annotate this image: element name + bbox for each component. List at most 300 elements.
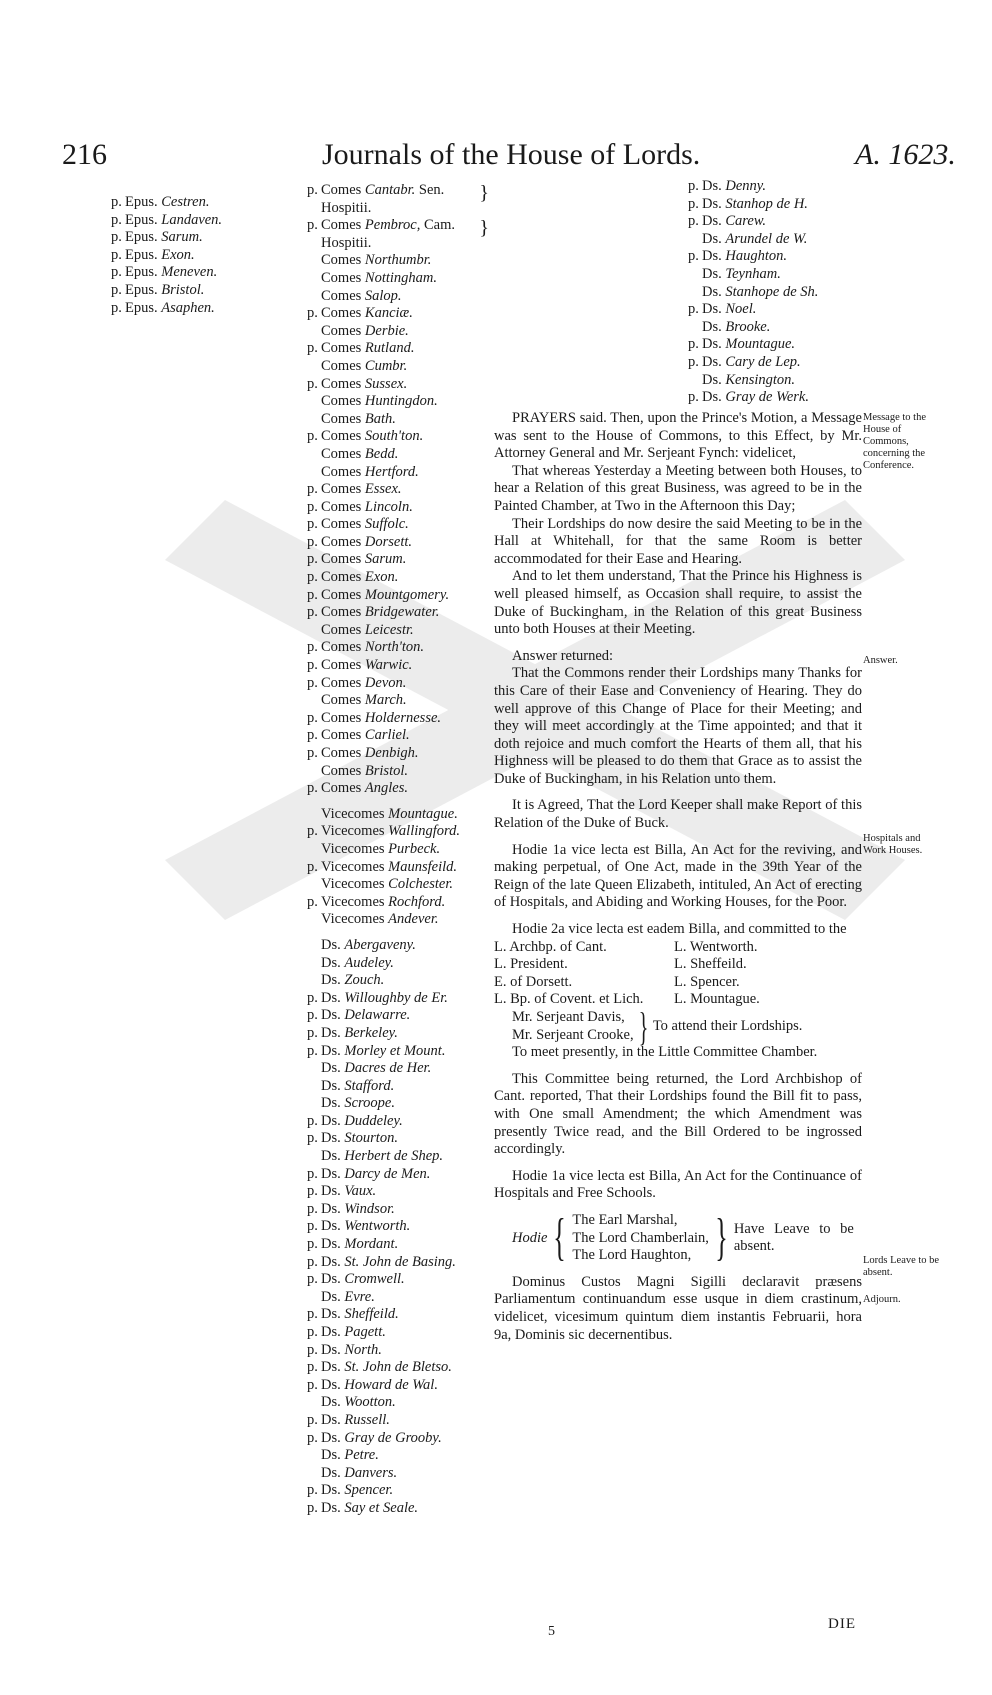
present-mark: p.	[307, 1130, 318, 1147]
peer-entry	[307, 551, 497, 569]
running-title: Journals of the House of Lords.	[322, 138, 701, 171]
present-mark: p.	[307, 1007, 318, 1024]
entry-title: Comes	[321, 709, 365, 726]
present-mark: p.	[307, 727, 318, 744]
peer-entry	[307, 516, 497, 534]
entry-name: Abergaveny.	[344, 936, 416, 953]
entry-name: Carliel.	[364, 727, 410, 744]
entry-title: Comes	[321, 322, 365, 339]
entry-title: Ds.	[321, 1359, 345, 1376]
peer-entry	[307, 1412, 497, 1430]
entry-name: Windsor.	[344, 1200, 395, 1217]
entry-name: Gray de Grooby.	[344, 1429, 442, 1446]
entry-name: Asaphen.	[161, 299, 215, 316]
entry-title: Comes	[321, 340, 365, 357]
present-mark: p.	[111, 264, 122, 281]
second-reading-paragraph: Hodie 2a vice lecta est eadem Billa, and committed to the	[512, 921, 847, 938]
peer-entry	[307, 305, 497, 323]
entry-name: Mordant.	[344, 1236, 399, 1253]
baron-entry	[688, 196, 818, 214]
entry-title: Comes	[321, 657, 365, 674]
entry-name: Bath.	[364, 410, 396, 427]
entry-name: Haughton.	[725, 248, 787, 265]
entry-title: Comes	[321, 762, 365, 779]
entry-title: Ds.	[321, 1130, 345, 1147]
present-mark: p.	[307, 569, 318, 586]
entry-name: Delawarre.	[344, 1007, 411, 1024]
present-mark: p.	[307, 823, 318, 840]
committee-member: L. Archbp. of Cant.	[494, 938, 607, 955]
present-mark: p.	[307, 1429, 318, 1446]
present-mark: p.	[307, 1112, 318, 1129]
bishop-entry	[111, 229, 222, 247]
entry-name: Mountgomery.	[364, 586, 450, 603]
prince-paragraph: And to let them understand, That the Prince his Highness is well pleased himself, as Occasion shall require, to assist the Duke of Buckingham, in the Relation of this great Business unto both Houses at their Meeting.	[494, 568, 862, 638]
peer-entry	[307, 1025, 497, 1043]
entry-name: Morley et Mount.	[344, 1042, 446, 1059]
present-mark: p.	[307, 1183, 318, 1200]
present-mark: p.	[307, 989, 318, 1006]
entry-name: Kanciæ.	[364, 305, 413, 322]
present-mark: p.	[307, 1482, 318, 1499]
present-mark: p.	[307, 1499, 318, 1516]
committee-returned-paragraph: This Committee being returned, the Lord Archbishop of Cant. reported, That their Lordships found the Bill fit to pass, with One small Amendment; the which Amendment was presently Twice read, and the Bill Ordered to be ingrossed accordingly.	[494, 1070, 862, 1158]
present-mark: p.	[307, 1359, 318, 1376]
entry-title: Ds.	[321, 1341, 345, 1358]
present-mark: p.	[307, 1341, 318, 1358]
present-mark: p.	[307, 1271, 318, 1288]
desire-paragraph: Their Lordships do now desire the said Meeting to be in the Hall at Whitehall, for that the same Room is better accommodated for their Ease and Hearing.	[494, 515, 862, 567]
entry-title: Ds.	[321, 1447, 345, 1464]
present-mark: p.	[688, 178, 699, 194]
entry-title: Ds.	[321, 1429, 345, 1446]
entry-name: Carew.	[725, 213, 767, 230]
entry-name: Cestren.	[161, 194, 210, 210]
present-mark: p.	[307, 1200, 318, 1217]
present-mark: p.	[307, 481, 318, 498]
peer-entry	[307, 1342, 497, 1360]
present-mark: p.	[307, 1306, 318, 1323]
entry-name: Willoughby de Er.	[344, 989, 448, 1006]
entry-title: Comes	[321, 745, 365, 761]
third-reading-paragraph: Hodie 1a vice lecta est Billa, An Act for the Continuance of Hospitals and Free Schools.	[494, 1167, 862, 1202]
serjeants-block	[494, 1003, 862, 1049]
peer-entry	[307, 1289, 497, 1307]
peer-entry	[307, 823, 497, 841]
present-mark: p.	[307, 858, 318, 875]
peer-entry	[307, 639, 497, 657]
entry-name: March.	[364, 692, 407, 709]
absent-lord: The Lord Haughton,	[572, 1247, 692, 1264]
right-brace-icon: }	[479, 182, 489, 204]
committee-member: E. of Dorsett.	[494, 973, 573, 990]
peer-entry	[307, 841, 497, 859]
entry-name: Northumbr.	[364, 252, 432, 269]
entry-title: Ds.	[321, 1464, 345, 1481]
peer-entry	[307, 376, 497, 394]
entry-name: Russell.	[344, 1411, 390, 1428]
entry-name: Duddeley.	[344, 1112, 403, 1129]
peer-entry	[307, 1043, 497, 1061]
peer-entry	[307, 657, 497, 675]
present-mark: p.	[111, 229, 122, 246]
entry-title: Comes	[321, 410, 365, 427]
present-mark: p.	[307, 340, 318, 357]
present-mark: p.	[307, 182, 318, 198]
hodie-word: Hodie	[512, 1229, 548, 1246]
entry-title: Comes	[321, 375, 365, 392]
present-mark: p.	[688, 389, 699, 406]
entry-name: Nottingham.	[364, 269, 438, 286]
peer-entry	[307, 288, 497, 306]
present-mark: p.	[688, 213, 699, 230]
entry-name: Exon.	[161, 246, 195, 263]
present-mark: p.	[307, 1165, 318, 1182]
entry-title: Ds.	[321, 1376, 345, 1393]
leave-block	[494, 1209, 862, 1267]
present-mark: p.	[307, 604, 318, 621]
entry-title: Comes	[321, 727, 365, 744]
entry-name: Maunsfeild.	[388, 858, 458, 875]
peer-entry	[307, 894, 497, 912]
peer-entry	[307, 876, 497, 894]
entry-name: Essex.	[364, 481, 402, 498]
peer-entry	[307, 1324, 497, 1342]
peer-entry	[307, 1148, 497, 1166]
entry-name: Pagett.	[344, 1324, 386, 1340]
present-mark: p.	[307, 375, 318, 392]
committee-member: L. Spencer.	[674, 973, 740, 990]
present-mark: p.	[307, 1042, 318, 1059]
peer-entry	[307, 464, 497, 482]
present-mark: p.	[307, 551, 318, 568]
peer-entry	[307, 859, 497, 877]
entry-title: Vicecomes	[321, 840, 389, 857]
entry-title: Ds.	[321, 972, 345, 989]
entry-title: Ds.	[321, 1200, 345, 1217]
present-mark: p.	[307, 533, 318, 550]
entry-name: Herbert de Shep.	[344, 1148, 444, 1165]
entry-name: Angles.	[364, 780, 408, 797]
entry-title: Comes	[321, 357, 365, 374]
entry-name: Bridgewater.	[364, 604, 440, 621]
present-mark: p.	[307, 1376, 318, 1393]
entry-title: Comes	[321, 481, 365, 498]
entry-title: Comes	[321, 692, 365, 709]
present-mark: p.	[688, 336, 699, 353]
peer-entry	[307, 972, 497, 990]
entry-title: Comes	[321, 287, 365, 304]
peer-entry	[307, 1359, 497, 1377]
adjournment-paragraph: Dominus Custos Magni Sigilli declaravit præsens Parliamentum continuandum esse usque in diem crastinum, videlicet, vicesimum quintum diem instantis Februarii, hora 9a, Dominis sic decernentibus.	[494, 1273, 862, 1343]
entry-title: Ds.	[702, 283, 726, 300]
peer-entry	[307, 1078, 497, 1096]
entry-name: Arundel de W.	[725, 230, 808, 247]
entry-title: Comes	[321, 428, 365, 445]
entry-name: Stourton.	[344, 1130, 398, 1147]
present-mark: p.	[307, 1236, 318, 1253]
peer-entry	[307, 1430, 497, 1448]
peer-entry	[307, 727, 497, 745]
right-brace-icon: }	[715, 1209, 728, 1267]
present-mark: p.	[688, 301, 699, 318]
entry-title: Epus.	[125, 281, 162, 298]
entry-title: Ds.	[321, 1271, 345, 1288]
present-mark: p.	[307, 217, 318, 234]
entry-name: Rutland.	[364, 340, 415, 357]
entry-title: Ds.	[702, 353, 726, 370]
entry-title: Vicecomes	[321, 823, 389, 840]
entry-title: Epus.	[125, 299, 162, 316]
peer-entry	[307, 1254, 497, 1272]
whereas-paragraph: That whereas Yesterday a Meeting between both Houses, to hear a Relation of this great Business, was agreed to be in the Painted Chamber, at Two in the Afternoon this Day;	[494, 462, 862, 514]
present-mark: p.	[307, 305, 318, 322]
entry-title: Epus.	[125, 229, 162, 246]
entry-title: Comes	[321, 569, 365, 586]
page-number: 216	[62, 138, 107, 171]
entry-name: Bristol.	[364, 762, 409, 779]
peer-entry	[307, 1465, 497, 1483]
peer-entry	[307, 990, 497, 1008]
entry-name: Devon.	[364, 674, 407, 691]
peer-entry	[307, 745, 497, 763]
peer-entry	[307, 587, 497, 605]
entry-office: Sen.	[415, 182, 445, 198]
peer-entry	[307, 1236, 497, 1254]
margin-note-adjourn: Adjourn.	[863, 1294, 901, 1305]
peer-entry	[307, 763, 497, 781]
entry-title: Ds.	[321, 1095, 345, 1112]
entry-title: Ds.	[321, 1218, 345, 1235]
entry-title: Comes	[321, 604, 365, 621]
entry-name: Danvers.	[344, 1464, 398, 1481]
entry-title: Ds.	[702, 389, 726, 406]
entry-name: Audeley.	[344, 954, 394, 971]
entry-name: Scroope.	[344, 1095, 395, 1112]
peer-entry	[307, 235, 497, 253]
entry-title: Ds.	[702, 213, 726, 230]
peer-entry	[307, 1113, 497, 1131]
present-mark: p.	[307, 780, 318, 797]
committee-member: L. Wentworth.	[674, 938, 758, 955]
entry-name: Gray de Werk.	[725, 389, 809, 406]
peer-entry	[307, 1007, 497, 1025]
entry-title: Ds.	[321, 1165, 345, 1182]
baron-entry	[688, 231, 818, 249]
entry-name: North.	[344, 1341, 382, 1358]
baron-entry	[688, 372, 818, 390]
bishop-entry	[111, 264, 222, 282]
entry-name: Landaven.	[161, 211, 223, 228]
entry-name: Colchester.	[388, 876, 454, 893]
entry-name: Hertford.	[364, 463, 419, 480]
peer-entry	[307, 1218, 497, 1236]
peer-entry	[307, 1095, 497, 1113]
present-mark: p.	[307, 709, 318, 726]
entry-title: Comes	[321, 674, 365, 691]
journal-body	[494, 410, 862, 1344]
entry-title: Comes	[321, 621, 365, 638]
present-mark: p.	[307, 586, 318, 603]
present-mark: p.	[307, 1411, 318, 1428]
entry-name: Suffolc.	[364, 516, 409, 533]
entry-title: Vicecomes	[321, 805, 389, 822]
present-mark: p.	[307, 674, 318, 691]
peer-entry	[307, 534, 497, 552]
entry-title: Comes	[321, 393, 365, 410]
peer-entry	[307, 1377, 497, 1395]
baron-entry	[688, 213, 818, 231]
margin-note-hospitals: Hospitals and Work Houses.	[863, 833, 923, 856]
baron-entry	[688, 319, 818, 337]
bishop-entry	[111, 282, 222, 300]
entry-title: Comes	[321, 498, 365, 515]
entry-name: St. John de Basing.	[344, 1253, 456, 1270]
entry-name: Bristol.	[161, 281, 205, 298]
entry-title: Ds.	[321, 1148, 345, 1165]
left-brace-icon: {	[553, 1209, 567, 1267]
entry-title: Comes	[321, 305, 365, 322]
entry-name: Berkeley.	[344, 1024, 398, 1041]
entry-name: Howard de Wal.	[344, 1376, 438, 1393]
entry-title: Ds.	[321, 1411, 345, 1428]
entry-title: Ds.	[702, 318, 726, 335]
absent-lord: The Lord Chamberlain,	[572, 1229, 709, 1246]
entry-name: Stafford.	[344, 1077, 395, 1094]
peer-entry	[307, 780, 497, 798]
peer-entry	[307, 1130, 497, 1148]
entry-title: Comes	[321, 269, 365, 286]
entry-title: Vicecomes	[321, 876, 389, 893]
peer-entry	[307, 393, 497, 411]
entry-name: Leicestr.	[364, 621, 414, 638]
peer-entry	[307, 323, 497, 341]
entry-name: St. John de Bletso.	[344, 1359, 452, 1376]
entry-title: Ds.	[321, 954, 345, 971]
entry-name: Dacres de Her.	[344, 1060, 432, 1077]
entry-title: Ds.	[702, 195, 726, 212]
entry-name: Salop.	[364, 287, 402, 304]
entry-name: Kensington.	[725, 371, 796, 388]
entry-name: Stanhope de Sh.	[725, 283, 819, 300]
entry-title: Ds.	[321, 1482, 345, 1499]
peer-entry	[307, 358, 497, 376]
peer-entry	[307, 622, 497, 640]
entry-name: Huntingdon.	[364, 393, 438, 410]
margin-note-answer: Answer.	[863, 655, 898, 666]
first-reading-paragraph: Hodie 1a vice lecta est Billa, An Act for the reviving, and making perpetual, of One Act, made in the 39th Year of the Reign of the late Queen Elizabeth, intituled, An Act of erecting of Hospitals, and Abiding and Working Houses, for the Poor.	[494, 841, 862, 911]
entry-title: Ds.	[702, 371, 726, 388]
peer-entry	[307, 569, 497, 587]
entry-title: Comes	[321, 533, 365, 550]
entry-title: Comes	[321, 463, 365, 480]
entry-name: Sarum.	[364, 551, 407, 568]
entry-title: Epus.	[125, 194, 162, 210]
entry-name: Cromwell.	[344, 1271, 405, 1288]
peer-entry	[307, 675, 497, 693]
entry-title: Comes	[321, 780, 365, 797]
entry-title: Ds.	[321, 1060, 345, 1077]
committee-member: L. Sheffeild.	[674, 956, 747, 973]
entry-name: Mountague.	[388, 805, 458, 822]
entry-title: Comes	[321, 586, 365, 603]
entry-name: Lincoln.	[364, 498, 413, 515]
peer-entry	[307, 200, 497, 218]
peer-entry	[307, 1394, 497, 1412]
entry-title: Ds.	[321, 936, 345, 953]
entry-name: Holdernesse.	[364, 709, 442, 726]
entry-name: Zouch.	[344, 972, 385, 989]
peer-entry	[307, 1201, 497, 1219]
peer-entry	[307, 806, 497, 824]
peer-entry	[307, 911, 497, 929]
entry-name: Stanhop de H.	[725, 195, 808, 212]
present-mark: p.	[307, 893, 318, 910]
entry-title: Comes	[321, 252, 365, 269]
entry-title: Vicecomes	[321, 911, 389, 928]
peer-entry	[307, 692, 497, 710]
prayers-paragraph: PRAYERS said. Then, upon the Prince's Motion, a Message was sent to the House of Commons, to this Effect, by Mr. Attorney General and Mr. Serjeant Fynch: videlicet,	[494, 410, 862, 462]
entry-title: Comes	[321, 445, 365, 462]
peer-entry	[307, 252, 497, 270]
bishop-entry	[111, 194, 222, 212]
leave-text: Have Leave to be absent.	[733, 1220, 854, 1255]
baron-entry	[688, 301, 818, 319]
baron-entry	[688, 389, 818, 407]
present-mark: p.	[688, 248, 699, 265]
entry-name: Wentworth.	[344, 1218, 411, 1235]
entry-title: Epus.	[125, 211, 162, 228]
entry-title: Ds.	[321, 1306, 345, 1323]
entry-title: Vicecomes	[321, 893, 389, 910]
entry-title: Ds.	[321, 1112, 345, 1129]
entry-title: Ds.	[702, 230, 726, 247]
bishop-entry	[111, 247, 222, 265]
entry-name: Brooke.	[725, 318, 771, 335]
entry-title: Ds.	[321, 1077, 345, 1094]
committee-member: L. Mountague.	[674, 991, 760, 1008]
entry-name: Mountague.	[725, 336, 796, 353]
page-header	[0, 138, 992, 188]
peer-entry	[307, 217, 497, 240]
present-mark: p.	[307, 516, 318, 533]
entry-name: Derbie.	[364, 322, 409, 339]
entry-title: Ds.	[702, 248, 726, 265]
entry-title: Ds.	[321, 1236, 345, 1253]
right-brace-icon: }	[638, 1003, 649, 1049]
peer-entry	[307, 1482, 497, 1500]
entry-title: Comes	[321, 217, 365, 234]
absent-lord: The Earl Marshal,	[572, 1211, 678, 1228]
peer-entry	[307, 1183, 497, 1201]
peer-entry	[307, 1166, 497, 1184]
entry-title: Ds.	[702, 301, 726, 318]
present-mark: p.	[307, 745, 318, 761]
entry-name: Vaux.	[344, 1183, 377, 1200]
present-mark: p.	[307, 1253, 318, 1270]
entry-title: Comes	[321, 182, 365, 198]
entry-name: Denny.	[725, 178, 767, 194]
entry-name: North'ton.	[364, 639, 425, 656]
entry-title: Ds.	[321, 1007, 345, 1024]
entry-name: Bedd.	[364, 445, 399, 462]
entry-name: Pembroc,	[364, 217, 421, 234]
entry-title: Ds.	[321, 1024, 345, 1041]
bishop-entry	[111, 212, 222, 230]
serjeant-name: Mr. Serjeant Crooke,	[512, 1026, 634, 1043]
peer-entry	[307, 1271, 497, 1289]
peer-entry	[307, 710, 497, 728]
